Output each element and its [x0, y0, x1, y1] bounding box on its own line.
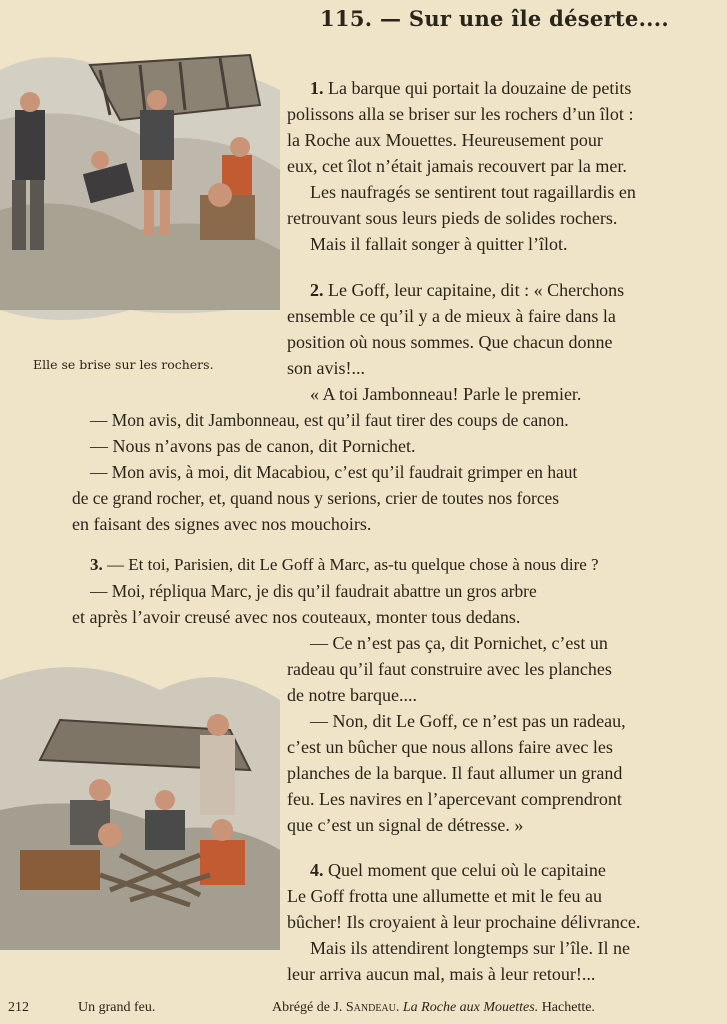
paragraph-3-line-10: feu. Les navires en l’apercevant comprendront — [287, 789, 622, 809]
caption-bonfire: Un grand feu. — [78, 1000, 156, 1015]
paragraph-3-line-7: — Non, dit Le Goff, ce n’est pas un radeau, — [310, 711, 626, 731]
paragraph-3-line-1: 3. — Et toi, Parisien, dit Le Goff à Marc, as-tu quelque chose à nous dire ? — [90, 555, 599, 574]
paragraph-3-line-3: et après l’avoir creusé avec nos couteaux, monter tous dedans. — [72, 607, 521, 627]
paragraph-3-line-11: que c’est un signal de détresse. » — [287, 815, 524, 835]
paragraph-2-line-5: « A toi Jambonneau! Parle le premier. — [310, 384, 582, 404]
paragraph-3-number: 3. — [90, 555, 103, 574]
paragraph-3-line-9: planches de la barque. Il faut allumer un grand — [287, 763, 623, 783]
paragraph-2-line-4: son avis!... — [287, 358, 365, 378]
paragraph-3-line-8: c’est un bûcher que nous allons faire avec les — [287, 737, 613, 757]
paragraph-2-line-6: — Mon avis, dit Jambonneau, est qu’il faut tirer des coups de canon. — [90, 410, 569, 430]
paragraph-3-line-6: de notre barque.... — [287, 685, 417, 705]
paragraph-3-line-2: — Moi, répliqua Marc, je dis qu’il faudrait abattre un gros arbre — [90, 581, 537, 601]
paragraph-3-line-5: radeau qu’il faut construire avec les planches — [287, 659, 612, 679]
illustration-shipwreck — [0, 10, 280, 340]
paragraph-2-number: 2. — [310, 280, 324, 300]
paragraph-2-line-2: ensemble ce qu’il y a de mieux à faire dans la — [287, 306, 616, 326]
bonfire-drawing — [0, 640, 280, 960]
paragraph-2-line-10: en faisant des signes avec nos mouchoirs. — [72, 514, 372, 534]
paragraph-3-line-4: — Ce n’est pas ça, dit Pornichet, c’est un — [310, 633, 608, 653]
paragraph-2-line-1: 2. Le Goff, leur capitaine, dit : « Cherchons — [310, 280, 625, 300]
paragraph-1-line-5: Les naufragés se sentirent tout ragaillardis en — [310, 182, 636, 202]
caption-shipwreck: Elle se brise sur les rochers. — [33, 357, 214, 372]
paragraph-1-line-2: polissons alla se briser sur les rochers d’un îlot : — [287, 104, 634, 124]
paragraph-1-line-4: eux, cet îlot n’était jamais recouvert par la mer. — [287, 156, 627, 176]
publisher: Hachette. — [541, 1000, 595, 1015]
paragraph-2-line-7: — Nous n’avons pas de canon, dit Pornichet. — [90, 436, 416, 456]
paragraph-2-line-3: position où nous sommes. Que chacun donne — [287, 332, 613, 352]
work-title: La Roche aux Mouettes. — [402, 1000, 539, 1015]
paragraph-4-line-1: 4. Quel moment que celui où le capitaine — [310, 860, 606, 880]
paragraph-4-line-4: Mais ils attendirent longtemps sur l’île. Il ne — [310, 938, 630, 958]
shipwreck-drawing — [0, 10, 280, 340]
author-name: Sandeau — [345, 1000, 396, 1015]
source-credit: Abrégé de J. Sandeau. La Roche aux Mouettes. Hachette. — [272, 1000, 595, 1015]
credit-prefix: Abrégé de J. — [272, 1000, 343, 1015]
paragraph-1-number: 1. — [310, 78, 324, 98]
paragraph-4-line-5: leur arriva aucun mal, mais à leur retour!... — [287, 964, 596, 984]
paragraph-1-line-1: 1. La barque qui portait la douzaine de petits — [310, 78, 632, 98]
paragraph-1-line-3: la Roche aux Mouettes. Heureusement pour — [287, 130, 603, 150]
paragraph-2-line-9: de ce grand rocher, et, quand nous y serions, crier de toutes nos forces — [72, 488, 560, 508]
illustration-bonfire — [0, 640, 280, 960]
paragraph-1-line-6: retrouvant sous leurs pieds de solides rochers. — [287, 208, 618, 228]
paragraph-4-line-2: Le Goff frotta une allumette et mit le feu au — [287, 886, 603, 906]
paragraph-1-line-7: Mais il fallait songer à quitter l’îlot. — [310, 234, 568, 254]
page-number: 212 — [8, 1000, 29, 1015]
paragraph-4-number: 4. — [310, 860, 324, 880]
paragraph-4-line-3: bûcher! Ils croyaient à leur prochaine délivrance. — [287, 912, 641, 932]
chapter-title: 115. — Sur une île déserte.... — [320, 6, 670, 31]
paragraph-2-line-8: — Mon avis, à moi, dit Macabiou, c’est qu’il faudrait grimper en haut — [90, 462, 578, 482]
